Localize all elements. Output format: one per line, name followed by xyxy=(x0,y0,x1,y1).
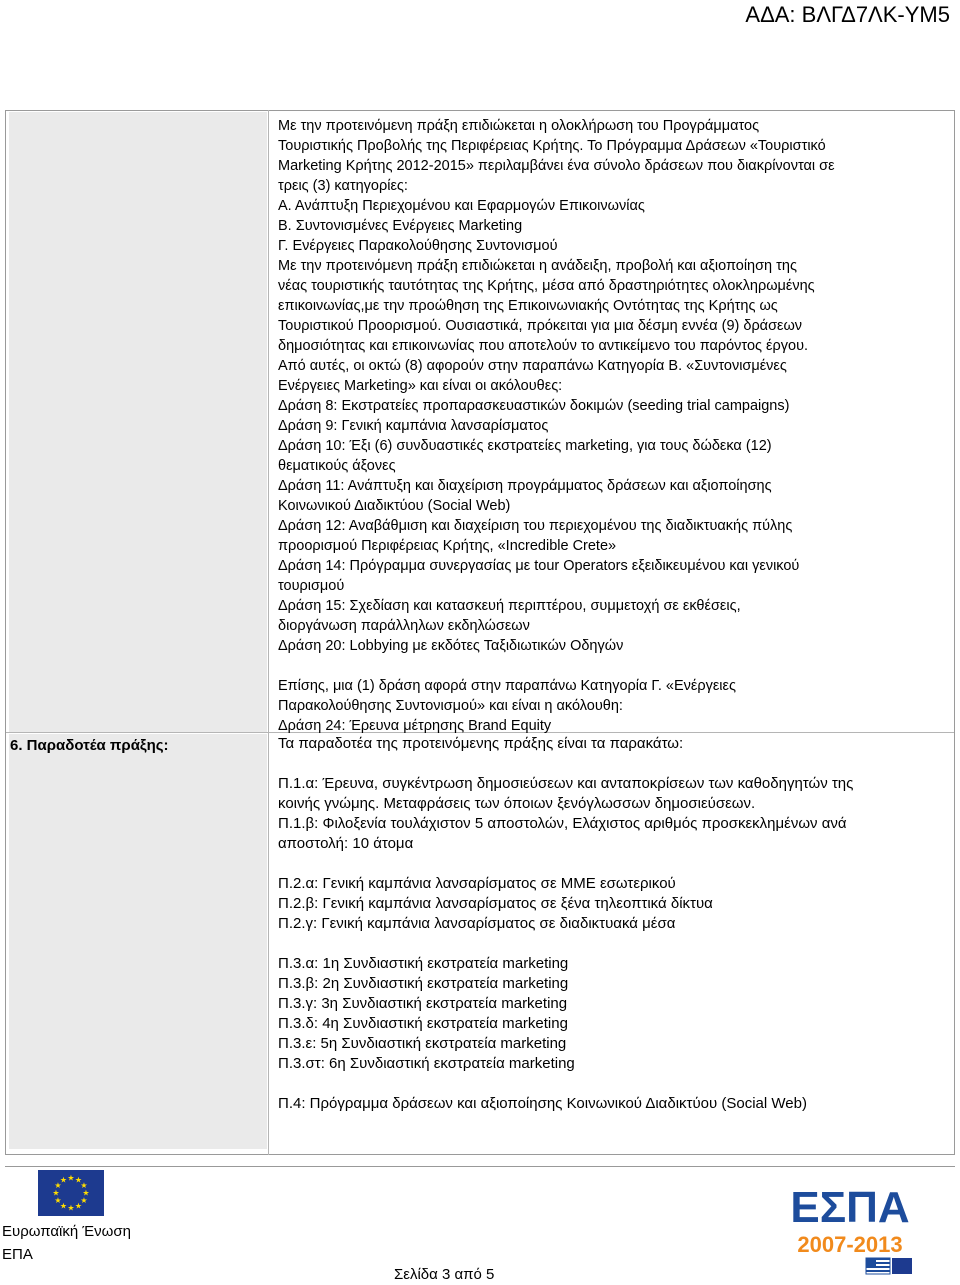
deliverable-line: Π.3.γ: 3η Συνδιαστική εκστρατεία marketing xyxy=(278,995,568,1012)
deliverable-line: Π.2.β: Γενική καμπάνια λανσαρίσματος σε ξένα τηλεοπτικά δίκτυα xyxy=(278,895,713,912)
deliverable-line: κοινής γνώμης. Μεταφράσεις των όποιων ξενόγλωσσων δημοσιεύσεων. xyxy=(278,795,756,812)
description-line: Δράση 14: Πρόγραμμα συνεργασίας με tour Operators εξειδικευμένου και γενικού xyxy=(278,558,800,574)
espa-logo-years: 2007-2013 xyxy=(797,1232,903,1257)
deliverable-line: Π.2.γ: Γενική καμπάνια λανσαρίσματος σε διαδικτυακά μέσα xyxy=(278,915,676,932)
label-cell-empty xyxy=(9,112,267,732)
description-line: Α. Ανάπτυξη Περιεχομένου και Εφαρμογών Επικοινωνίας xyxy=(278,198,645,214)
description-line: Τουριστικού Προορισμού. Ουσιαστικά, πρόκειται για μια δέσμη εννέα (9) δράσεων xyxy=(278,318,803,334)
ada-code: ΑΔΑ: ΒΛΓΔ7ΛΚ-ΥΜ5 xyxy=(745,2,950,27)
footer-divider xyxy=(5,1166,955,1167)
eu-star-icon: ★ xyxy=(82,1188,90,1198)
description-line: Δράση 8: Εκστρατείες προπαρασκευαστικών δοκιμών (seeding trial campaigns) xyxy=(278,398,790,414)
eu-star-icon: ★ xyxy=(74,1201,83,1211)
eu-flag-icon xyxy=(38,1170,104,1216)
label-cell-deliverables xyxy=(9,734,267,1149)
deliverable-line: Π.1.β: Φιλοξενία τουλάχιστον 5 αποστολών, Ελάχιστος αριθμός προσκεκλημένων ανά xyxy=(278,815,847,832)
deliverable-line: Π.4: Πρόγραμμα δράσεων και αξιοποίησης Κοινωνικού Διαδικτύου (Social Web) xyxy=(278,1095,807,1112)
column-divider xyxy=(268,110,269,1155)
blank-line xyxy=(278,934,958,954)
description-line: Β. Συντονισμένες Ενέργειες Marketing xyxy=(278,218,523,234)
description-line: Marketing Κρήτης 2012-2015» περιλαμβάνει ένα σύνολο δράσεων που διακρίνονται σε xyxy=(278,158,835,174)
description-line: Δράση 10: Έξι (6) συνδυαστικές εκστρατείες marketing, για τους δώδεκα (12) xyxy=(278,438,772,454)
eu-star-icon: ★ xyxy=(54,1196,62,1205)
description-line: τρεις (3) κατηγορίες: xyxy=(278,178,408,194)
page-number: Σελίδα 3 από 5 xyxy=(394,1266,495,1283)
deliverable-line: αποστολή: 10 άτομα xyxy=(278,835,414,852)
eu-star-icon: ★ xyxy=(59,1201,68,1211)
eu-star-icon: ★ xyxy=(74,1175,83,1185)
description-line: Δράση 20: Lobbying με εκδότες Ταξιδιωτικών Οδηγών xyxy=(278,638,624,654)
section-label-deliverables: 6. Παραδοτέα πράξης: xyxy=(10,737,169,754)
espa-logo xyxy=(788,1178,914,1276)
description-line: Επίσης, μια (1) δράση αφορά στην παραπάνω Κατηγορία Γ. «Ενέργειες xyxy=(278,678,736,694)
eu-star-icon: ★ xyxy=(54,1181,62,1190)
espa-logo-text: ΕΣΠΑ xyxy=(790,1183,910,1232)
eu-star-icon: ★ xyxy=(67,1173,75,1183)
description-line: Δράση 12: Αναβάθμιση και διαχείριση του περιεχομένου της διαδικτυακής πύλης xyxy=(278,518,793,534)
description-line: προορισμού Περιφέρειας Κρήτης, «Incredible Crete» xyxy=(278,538,617,554)
deliverable-line: Π.3.δ: 4η Συνδιαστική εκστρατεία marketing xyxy=(278,1015,568,1032)
description-line: Ενέργειες Marketing» και είναι οι ακόλουθες: xyxy=(278,378,563,394)
description-line: θεματικούς άξονες xyxy=(278,458,396,474)
blank-line xyxy=(278,854,958,874)
deliverables-text xyxy=(278,734,958,1114)
eu-label: Ευρωπαϊκή Ένωση xyxy=(2,1223,131,1240)
description-line: νέας τουριστικής ταυτότητας της Κρήτης, μέσα από δραστηριότητες ολοκληρωμένης xyxy=(278,278,815,294)
deliverable-line: Π.3.β: 2η Συνδιαστική εκστρατεία marketing xyxy=(278,975,569,992)
deliverable-line: Π.2.α: Γενική καμπάνια λανσαρίσματος σε ΜΜΕ εσωτερικού xyxy=(278,875,676,892)
description-line: Κοινωνικού Διαδικτύου (Social Web) xyxy=(278,498,511,514)
deliverable-line: Π.3.α: 1η Συνδιαστική εκστρατεία marketing xyxy=(278,955,569,972)
description-text xyxy=(278,116,958,736)
eu-star-icon: ★ xyxy=(80,1196,88,1205)
deliverable-line: Π.3.στ: 6η Συνδιαστική εκστρατεία marketing xyxy=(278,1055,575,1072)
description-line: επικοινωνίας,με την προώθηση της Επικοινωνιακής Οντότητας της Κρήτης ως xyxy=(278,298,778,314)
description-line: Με την προτεινόμενη πράξη επιδιώκεται η ανάδειξη, προβολή και αξιοποίηση της xyxy=(278,258,797,274)
description-line: Δράση 11: Ανάπτυξη και διαχείριση προγράμματος δράσεων και αξιοποίησης xyxy=(278,478,772,494)
description-line: Τουριστικής Προβολής της Περιφέρειας Κρήτης. Το Πρόγραμμα Δράσεων «Τουριστικό xyxy=(278,138,826,154)
description-line: Από αυτές, οι οκτώ (8) αφορούν στην παραπάνω Κατηγορία Β. «Συντονισμένες xyxy=(278,358,787,374)
eu-star-icon: ★ xyxy=(52,1188,60,1198)
deliverable-line: Π.3.ε: 5η Συνδιαστική εκστρατεία marketing xyxy=(278,1035,567,1052)
deliverable-line: Π.1.α: Έρευνα, συγκέντρωση δημοσιεύσεων και ανταποκρίσεων των καθοδηγητών της xyxy=(278,775,854,792)
espa-text-label: ΕΠΑ xyxy=(2,1246,33,1263)
blank-line xyxy=(278,656,958,676)
description-line: διοργάνωση παράλληλων εκδηλώσεων xyxy=(278,618,530,634)
deliverable-line: Τα παραδοτέα της προτεινόμενης πράξης είναι τα παρακάτω: xyxy=(278,735,684,752)
blank-line xyxy=(278,1074,958,1094)
eu-star-icon: ★ xyxy=(67,1203,75,1213)
description-line: Παρακολούθησης Συντονισμού» και είναι η ακόλουθη: xyxy=(278,698,623,714)
description-line: δημοσιότητας και επικοινωνίας που αποτελούν το αντικείμενο του παρόντος έργου. xyxy=(278,338,809,354)
description-line: Με την προτεινόμενη πράξη επιδιώκεται η ολοκλήρωση του Προγράμματος xyxy=(278,118,760,134)
eu-star-icon: ★ xyxy=(59,1175,68,1185)
description-line: Δράση 15: Σχεδίαση και κατασκευή περιπτέρου, συμμετοχή σε εκθέσεις, xyxy=(278,598,741,614)
description-line: Δράση 24: Έρευνα μέτρησης Brand Equity xyxy=(278,718,552,734)
description-line: Γ. Ενέργειες Παρακολούθησης Συντονισμού xyxy=(278,238,558,254)
description-line: τουρισμού xyxy=(278,578,345,594)
description-line: Δράση 9: Γενική καμπάνια λανσαρίσματος xyxy=(278,418,549,434)
blank-line xyxy=(278,754,958,774)
eu-star-icon: ★ xyxy=(80,1181,88,1190)
